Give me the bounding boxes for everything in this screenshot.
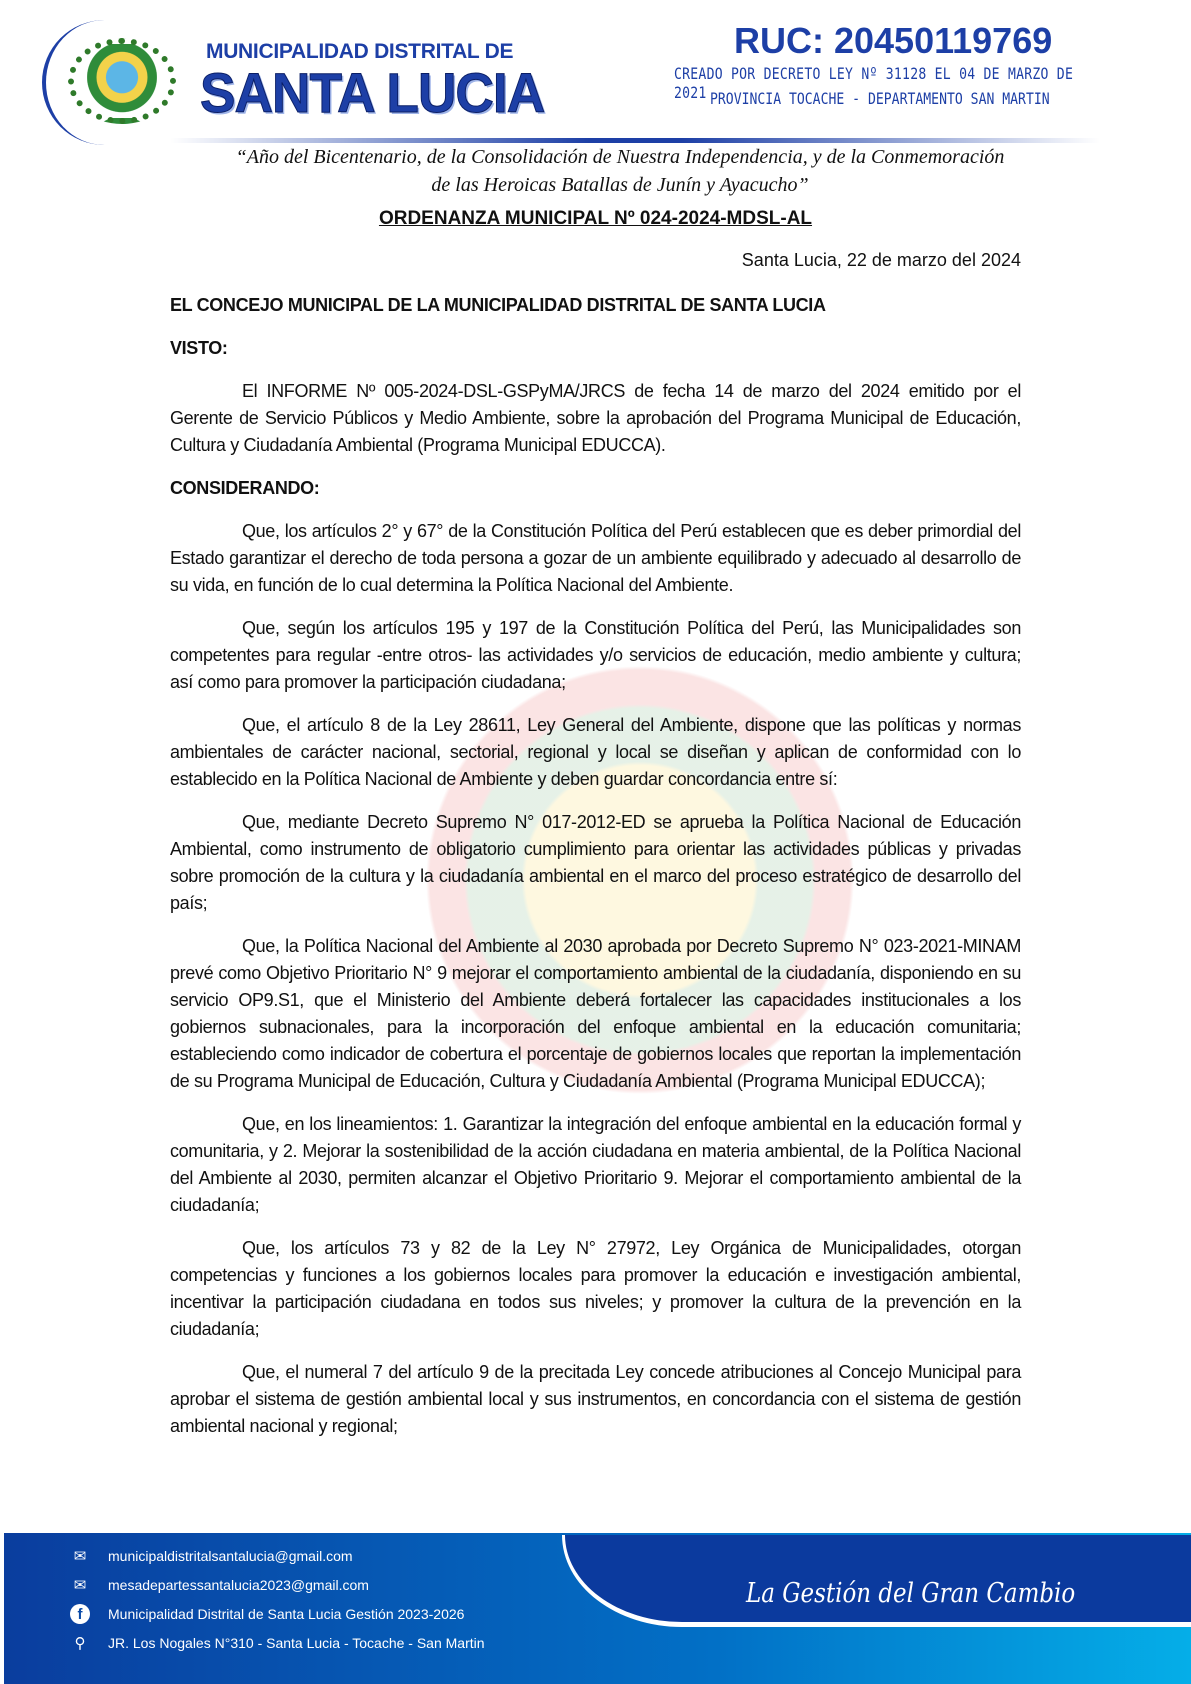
location-pin-icon: ⚲ — [74, 1635, 86, 1652]
address-text: JR. Los Nogales N°310 - Santa Lucia - Tocache - San Martin — [108, 1635, 485, 1651]
footer-address — [70, 1633, 485, 1653]
footer-email2 — [70, 1575, 369, 1595]
footer-facebook — [70, 1604, 464, 1624]
council-heading: EL CONCEJO MUNICIPAL DE LA MUNICIPALIDAD DISTRITAL DE SANTA LUCIA — [170, 295, 826, 315]
paragraph: Que, el numeral 7 del artículo 9 de la precitada Ley concede atribuciones al Concejo Municipal para aprobar el sistema de gestión ambiental local y sus instrumentos, en concordancia con el sistema de gestión ambiental nacional y regional; — [170, 1362, 1021, 1436]
creation-decree: CREADO POR DECRETO LEY Nº 31128 EL 04 DE MARZO DE 2021 — [674, 64, 1074, 102]
ruc-number: RUC: 20450119769 — [734, 20, 1053, 61]
municipality-name: SANTA LUCIA — [200, 61, 545, 124]
facebook-icon: f — [70, 1604, 90, 1624]
paragraph: Que, en los lineamientos: 1. Garantizar la integración del enfoque ambiental en la educación formal y comunitaria, y 2. Mejorar la sostenibilidad de la acción ciudadana en materia ambiental, de la Política Nacional del Ambiente al 2030, permiten alcanzar el Objetivo Prioritario 9. Mejorar el comportamiento ambiental de la ciudadanía; — [170, 1114, 1021, 1215]
considerando-heading: CONSIDERANDO: — [170, 478, 320, 498]
visto-paragraph: El INFORME Nº 005-2024-DSL-GSPyMA/JRCS de fecha 14 de marzo del 2024 emitido por el Gerente de Servicio Públicos y Medio Ambiente, sobre la aprobación del Programa Municipal de Educación, Cultura y Ciudadanía Ambiental (Programa Municipal EDUCCA). — [170, 381, 1021, 455]
visto-heading: VISTO: — [170, 338, 228, 358]
paragraph: Que, mediante Decreto Supremo N° 017-2012-ED se aprueba la Política Nacional de Educación Ambiental, como instrumento de obligatorio cumplimiento para orientar las actividades públicas y privadas sobre promoción de la cultura y la ciudadanía ambiental en el marco del proceso estratégico de desarrollo del país; — [170, 812, 1021, 913]
document-body — [170, 292, 1021, 1456]
footer-slogan: La Gestión del Gran Cambio — [746, 1578, 1076, 1609]
email2-text: mesadepartessantalucia2023@gmail.com — [108, 1577, 369, 1593]
document-date: Santa Lucia, 22 de marzo del 2024 — [741, 250, 1021, 270]
paragraph: Que, los artículos 2° y 67° de la Constitución Política del Perú establecen que es deber primordial del Estado garantizar el derecho de toda persona a gozar de un ambiente equilibrado y adecuado al desarrollo de su vida, en función de lo cual determina la Política Nacional del Ambiente. — [170, 521, 1021, 595]
header-divider — [170, 138, 1100, 143]
paragraph: Que, la Política Nacional del Ambiente al 2030 aprobada por Decreto Supremo N° 023-2021-MINAM prevé como Objetivo Prioritario N° 9 mejorar el comportamiento ambiental de la ciudadanía, disponiendo en su servicio OP9.S1, que el Ministerio del Ambiente deberá fortalecer las capacidades institucionales a los gobiernos subnacionales, para la incorporación del enfoque ambiental en la educación comunitaria; estableciendo como indicador de cobertura el porcentaje de gobiernos locales que reportan la implementación de su Programa Municipal de Educación, Cultura y Ciudadanía Ambiental (Programa Municipal EDUCCA); — [170, 936, 1021, 1091]
mail-icon: ✉ — [73, 1577, 87, 1594]
paragraph: Que, los artículos 73 y 82 de la Ley N° 27972, Ley Orgánica de Municipalidades, otorgan competencias y funciones a los gobiernos locales para promover la educación e investigación ambiental, incentivar la participación ciudadana en todos sus niveles; y promover la cultura de la prevención en la ciudadanía; — [170, 1238, 1021, 1339]
municipal-crest-logo — [68, 38, 176, 124]
year-motto-line2: de las Heroicas Batallas de Junín y Ayacucho” — [431, 174, 809, 196]
facebook-text: Municipalidad Distrital de Santa Lucia Gestión 2023-2026 — [108, 1606, 465, 1622]
footer-email1 — [70, 1546, 353, 1566]
paragraph: Que, según los artículos 195 y 197 de la Constitución Política del Perú, las Municipalidades son competentes para regular -entre otros- las actividades y/o servicios de educación, medio ambiente y cultura; así como para promover la participación ciudadana; — [170, 618, 1021, 692]
paragraph: Que, el artículo 8 de la Ley 28611, Ley General del Ambiente, dispone que las políticas y normas ambientales de carácter nacional, sectorial, regional y local se diseñan y aplican de conformidad con lo establecido en la Política Nacional de Ambiente y deben guardar concordancia entre sí: — [170, 715, 1021, 789]
province-line: PROVINCIA TOCACHE - DEPARTAMENTO SAN MARTIN — [710, 89, 1050, 108]
document-title: ORDENANZA MUNICIPAL Nº 024-2024-MDSL-AL — [378, 208, 813, 229]
year-motto-line1: “Año del Bicentenario, de la Consolidación de Nuestra Independencia, y de la Conmemoración — [235, 146, 1005, 168]
municipality-label: MUNICIPALIDAD DISTRITAL DE — [206, 40, 514, 63]
email1-text: municipaldistritalsantalucia@gmail.com — [108, 1548, 353, 1564]
mail-icon: ✉ — [73, 1548, 87, 1565]
